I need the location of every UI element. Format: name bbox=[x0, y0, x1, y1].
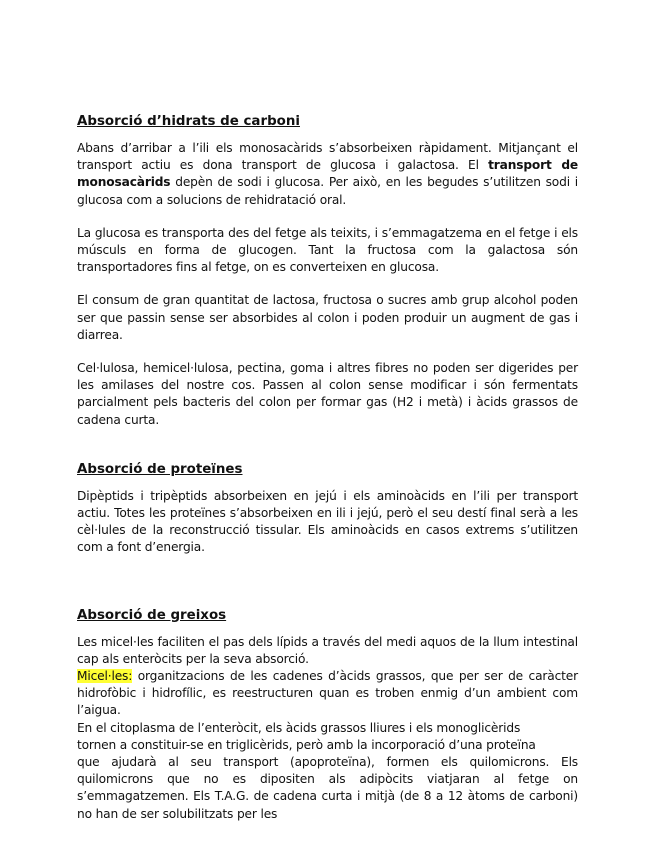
paragraph-fats-1: Les micel·les faciliten el pas dels lípids a través del medi aquos de la llum intestinal cap als enteròcits per la seva absorció. bbox=[77, 634, 578, 666]
paragraph-carbohydrates-3: El consum de gran quantitat de lactosa, fructosa o sucres amb grup alcohol poden ser que passin sense ser absorbides al colon i poden produir un augment de gas i diarrea. bbox=[77, 293, 578, 342]
text-run: Abans d’arribar a l’ili els monosacàrids s’absorbeixen ràpidament. Mitjançant el transport actiu es dona transport de glucosa i galactosa. El bbox=[77, 141, 578, 173]
paragraph-proteins-1: Dipèptids i tripèptids absorbeixen en jejú i els aminoàcids en l’ili per transport actiu. Totes les proteïnes s’absorbeixen en ili i jejú, però el seu destí final serà a les cèl·lules de la reconstrucció tissular. Els aminoàcids en casos extrems s’utilitzen com a font d’energia. bbox=[77, 488, 578, 555]
bold-term-transport: transport de monosacàrids bbox=[77, 158, 579, 190]
heading-proteins: Absorció de proteïnes bbox=[77, 461, 243, 477]
text-run: depèn de sodi i glucosa. Per això, en les begudes s’utilitzen sodi i glucosa com a solucions de rehidratació oral. bbox=[77, 175, 578, 207]
heading-carbohydrates: Absorció d’hidrats de carboni bbox=[77, 114, 300, 129]
heading-fats: Absorció de greixos bbox=[77, 607, 227, 623]
text-line: En el citoplasma de l’enteròcit, els àcids grassos lliures i els monoglicèrids bbox=[77, 720, 521, 735]
paragraph-carbohydrates-1 bbox=[77, 140, 578, 209]
text-line: tornen a constituir-se en triglicèrids, però amb la incorporació d’una proteïna bbox=[77, 737, 536, 752]
paragraph-fats-2 bbox=[77, 668, 578, 720]
paragraph-fats-3: que ajudarà al seu transport (apoproteïna), formen els quilomicrons. Els quilomicrons que no es dipositen als adipòcits viatjaran al fetge on s’emmagatzemen. Els T.A.G. de cadena curta i mitjà (de 8 a 12 àtoms de carboni) no han de ser solubilitzats per les bbox=[77, 755, 578, 821]
document-body bbox=[77, 113, 578, 823]
highlighted-term-micelles: Micel·les: bbox=[77, 669, 133, 684]
text-run: organitzacions de les cadenes d’àcids grassos, que per ser de caràcter hidrofòbic i hidrofílic, es reestructuren quan es troben enmig d’un ambient com l’aigua. bbox=[77, 669, 578, 718]
paragraph-carbohydrates-2: La glucosa es transporta des del fetge als teixits, i s’emmagatzema en el fetge i els músculs en forma de glucogen. Tant la fructosa com la galactosa són transportadores fins al fetge, on es converteixen en glucosa. bbox=[77, 225, 578, 275]
paragraph-carbohydrates-4: Cel·lulosa, hemicel·lulosa, pectina, goma i altres fibres no poden ser digerides per les amilases del nostre cos. Passen al colon sense modificar i són fermentats parcialment pels bacteris del colon per formar gas (H2 i metà) i àcids grassos de cadena curta. bbox=[77, 361, 578, 427]
